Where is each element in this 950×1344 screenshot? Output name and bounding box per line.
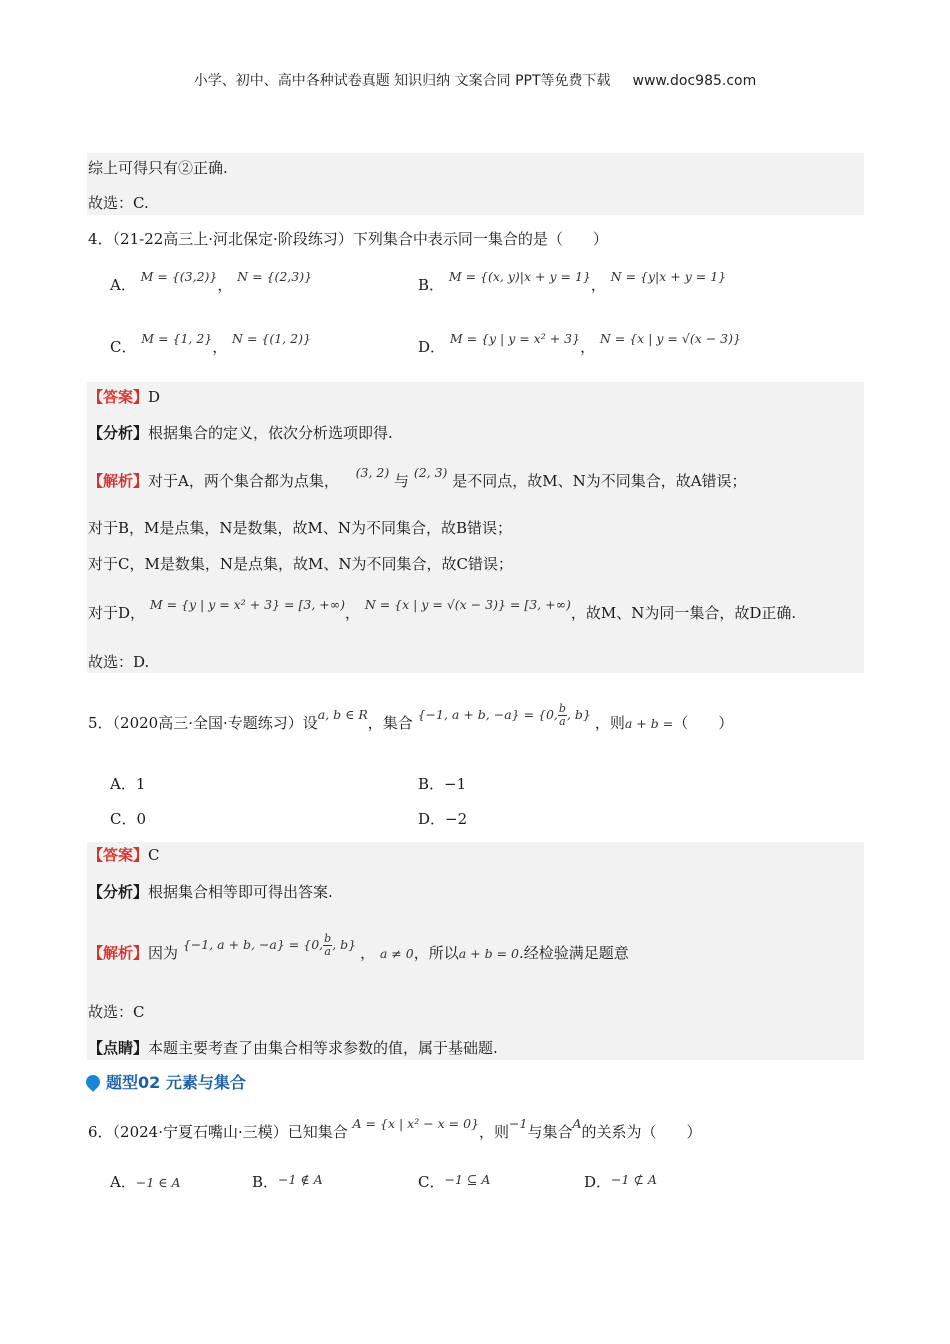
page-header [0,70,950,90]
q5-set-right-r: , b [566,707,583,722]
q5-answer-value: C [148,846,160,864]
q5-sol-frac [323,933,332,958]
q4-answer [88,387,160,407]
q5-sol-set-eq: {−1, a + b, −a} = {0, b a , b} [182,932,361,958]
q6-stem-post: 的关系为（ ） [581,1123,702,1141]
q4-sol-a-pre: 对于A，两个集合都为点集， [148,472,339,490]
q5-sol-set-left: {−1, a + b, −a} = [182,937,304,952]
q4-solution-c: 对于C，M是数集，N是点集，故M、N为不同集合，故C错误； [88,555,513,573]
q4-solution-tag: 【解析】 [88,472,149,490]
q5-ab-sum: a + b = [624,716,674,731]
q4-analysis-tag: 【分析】 [88,424,149,442]
q6-neg1: −1 [509,1116,528,1131]
q5-analysis-tag: 【分析】 [88,883,149,901]
q6-option-a-expr: −1 ∈ A [135,1175,181,1190]
q5-sol-set-right-l: 0, [311,937,324,952]
location-pin-icon [83,1072,103,1092]
q5-analysis-text: 根据集合相等即可得出答案. [148,883,333,901]
q5-sol-frac-num: b [324,932,332,945]
q5-sol-post: .经检验满足题意 [518,944,629,962]
q4-analysis [88,423,393,443]
q4-option-c-n: N = {(1, 2)} [232,331,311,346]
q5-option-a: A．1 [110,775,146,793]
q4-option-d-label: D． [418,338,446,356]
q4-sol-d-n: N = {x | y = √(x − 3)} = [3, +∞) [364,597,571,612]
q5-set-left: {−1, a + b, −a} = [417,707,539,722]
q4-option-b-n: N = {y|x + y = 1} [610,269,727,284]
prev-choose: 故选：C. [88,194,149,212]
q6-option-b-expr: −1 ∉ A [278,1172,323,1187]
q6-option-a-label: A． [110,1173,136,1191]
q5-option-d: D．−2 [418,810,468,828]
section-title: 题型02 元素与集合 [106,1073,246,1092]
q5-set-right-l: 0, [545,707,558,722]
q4-option-a: A． $^{M = \{(3,2)\}}$， $^{N = \{(2,3)\}}$ [110,269,313,294]
q5-analysis [88,882,333,902]
q6-option-c [418,1172,490,1193]
q5-sol-mid: ，所以 [413,944,459,962]
q4-option-b-m: M = {(x, y)|x + y = 1} [448,269,591,284]
q5-frac-den: a [559,715,566,728]
q6-option-b-label: B． [252,1173,279,1191]
header-site: www.doc985.com [632,73,757,89]
q5-frac [558,703,567,728]
q4-answer-tag: 【答案】 [88,388,149,406]
q5-stem [88,702,734,737]
q6-set: A = {x | x² − x = 0} [352,1116,480,1131]
q4-solution-d: 对于D， $^{M = \{y | y = x^2 + 3\} = [3, +\infty)}$， $^{N = \{x | y = √(x - 3)\} = [3, +\infty)}$，故M、N为同一集合，故D正确. [88,597,797,622]
q4-sol-d-post: ，故M、N为同一集合，故D正确. [570,604,797,622]
q4-sol-a-point1: (3, 2) [355,465,390,480]
q5-comment-tag: 【点睛】 [88,1039,149,1057]
q4-solution-b: 对于B，M是点集，N是数集，故M、N为不同集合，故B错误； [88,519,513,537]
q4-option-c: C． $^{M = \{1, 2\}}$， $^{N = \{(1, 2)\}}$ [110,331,311,356]
q5-stem-post: （ ） [673,714,734,732]
q5-frac-num: b [558,702,566,715]
q5-choose: 故选：C [88,1003,145,1021]
q4-option-a-m: M = {(3,2)} [140,269,218,284]
q5-comment-text: 本题主要考查了由集合相等求参数的值，属于基础题. [148,1039,498,1057]
q5-sol-frac-den: a [324,945,331,958]
q6-option-d [584,1172,657,1193]
q4-solution-a [88,465,747,492]
section-heading [86,1070,246,1093]
q5-sol-cond: a ≠ 0 [379,946,414,961]
q4-option-c-m: M = {1, 2} [141,331,213,346]
q4-sol-d-pre: 对于D， [88,604,146,622]
header-text: 小学、初中、高中各种试卷真题 知识归纳 文案合同 PPT等免费下载 [193,73,611,89]
q5-option-b: B．−1 [418,775,467,793]
q6-option-a [110,1172,181,1193]
q5-comment [88,1038,498,1058]
q4-choose: 故选：D. [88,653,150,671]
q4-answer-value: D [148,388,161,406]
q4-option-d-n: N = {x | y = √(x − 3)} [599,331,741,346]
q5-set-eq: {−1, a + b, −a} = {0, b a , b} [417,702,595,728]
q4-sol-d-m: M = {y | y = x² + 3} = [3, +∞) [149,597,346,612]
q4-option-b-label: B． [418,276,445,294]
q5-sol-pre: 因为 [148,944,179,962]
q5-solution-tag: 【解析】 [88,944,149,962]
q6-stem-mid: ，则 [479,1123,510,1141]
q6-option-c-expr: −1 ⊆ A [444,1172,491,1187]
q6-option-b [252,1172,323,1193]
q5-answer-tag: 【答案】 [88,846,149,864]
q4-option-b: B． $^{M = \{(x, y)|x + y = 1\}}$， $^{N = \{y|x + y = 1\}}$ [418,269,727,294]
q4-option-a-label: A． [110,276,136,294]
q6-option-d-expr: −1 ⊄ A [611,1172,657,1187]
q5-option-c: C．0 [110,810,147,828]
q4-sol-a-post: 是不同点，故M、N为不同集合，故A错误； [452,472,747,490]
q4-stem: 4．（21-22高三上·河北保定·阶段练习）下列集合中表示同一集合的是（ ） [88,230,608,248]
q4-option-d-m: M = {y | y = x² + 3} [449,331,581,346]
prev-conclusion: 综上可得只有②正确. [88,159,228,177]
q5-stem-pre: 5．（2020高三·全国·专题练习）设 [88,714,318,732]
q6-option-d-label: D． [584,1173,612,1191]
q4-sol-a-mid: 与 [394,472,410,490]
q5-stem-mid: ，集合 [367,714,413,732]
q4-analysis-text: 根据集合的定义，依次分析选项即得. [148,424,393,442]
q4-option-a-n: N = {(2,3)} [237,269,313,284]
q5-answer [88,845,160,865]
q4-option-d: D． $^{M = \{y | y = x^2 + 3\}}$， $^{N = \{x | y = √(x - 3)\}}$ [418,331,741,356]
q4-sol-a-point2: (2, 3) [413,465,448,480]
q5-ab-in-r: a, b ∈ R [317,707,368,722]
q5-stem-post-pre: ，则 [594,714,625,732]
q6-stem [88,1116,702,1143]
q5-sol-res: a + b = 0 [458,946,519,961]
q5-sol-set-right-r: , b [332,937,349,952]
q4-option-c-label: C． [110,338,137,356]
q6-stem-pre: 6．（2024·宁夏石嘴山·三模）已知集合 [88,1123,348,1141]
q6-stem-mid2: 与集合 [527,1123,573,1141]
q5-solution: 【解析】因为 $^{\{-1, a + b, -a\} = \{0, \frac{b}{a} , b\}}$ ， a ≠ 0，所以a + b = 0.经检验满足题意 [88,932,629,962]
q6-set-a: A [572,1116,582,1131]
q6-option-c-label: C． [418,1173,445,1191]
